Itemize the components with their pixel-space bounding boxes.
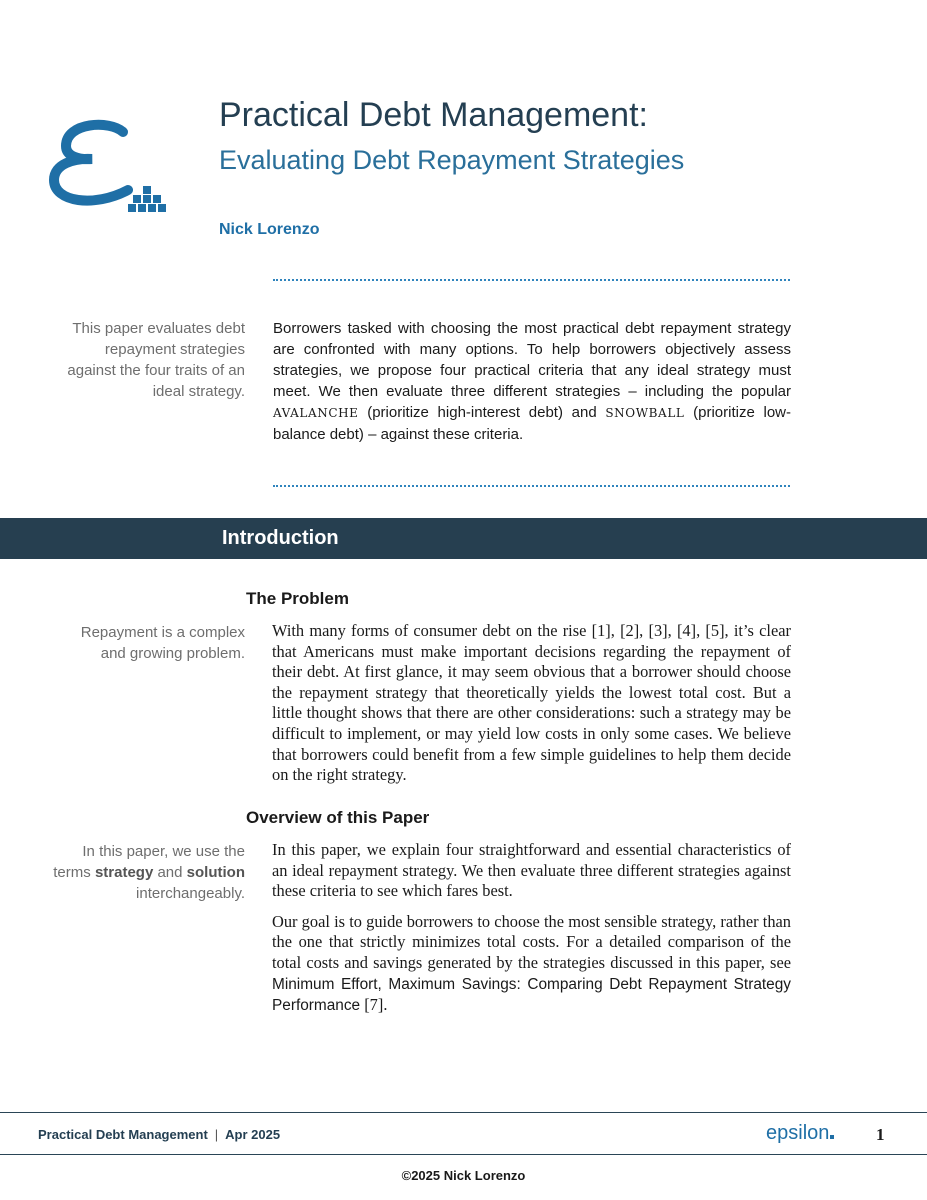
abstract-top-divider [273, 279, 790, 281]
footer-top-rule [0, 1112, 927, 1113]
margin-text: interchangeably. [136, 885, 245, 902]
margin-text: In this paper, we use the terms [53, 843, 245, 881]
abstract-text: (prioritize high-interest debt) and [358, 404, 606, 421]
footer-bottom-rule [0, 1154, 927, 1155]
footer-date: Apr 2025 [225, 1127, 281, 1142]
copyright: ©2025 Nick Lorenzo [401, 1168, 526, 1183]
running-title: Practical Debt Management [38, 1127, 208, 1142]
term-strategy: strategy [94, 864, 154, 881]
paragraph-text: [7]. [360, 995, 388, 1015]
avalanche-term: AVALANCHE [273, 406, 359, 420]
footer-brand-text: epsilon [766, 1122, 830, 1144]
snowball-term: SNOWBALL [605, 406, 685, 420]
section-title: Introduction [222, 527, 339, 549]
problem-body [272, 621, 791, 796]
margin-text: and [153, 864, 187, 881]
problem-heading: The Problem [246, 589, 349, 608]
footer-running-title [38, 1127, 280, 1142]
abstract-text: (prioritize low-balance debt) – against these criteria. [273, 404, 791, 443]
section-header-bar [0, 518, 927, 559]
epsilon-logo-icon [48, 118, 173, 218]
overview-paragraph-1: In this paper, we explain four straightforward and essential characteristics of an ideal repayment strategy. We then evaluate three different strategies against these criteria to see which fares best. [272, 840, 791, 901]
paper-subtitle: Evaluating Debt Repayment Strategies [219, 145, 685, 175]
author-name: Nick Lorenzo [219, 221, 320, 238]
overview-heading: Overview of this Paper [246, 808, 430, 827]
footer-brand-logo [766, 1122, 834, 1145]
overview-paragraph-2 [272, 912, 791, 1017]
paper-title: Practical Debt Management: [219, 96, 648, 134]
term-solution: solution [186, 864, 245, 881]
abstract-margin-note: This paper evaluates debt repayment strategies against the four traits of an ideal strategy. [67, 320, 245, 400]
referenced-paper-title: Minimum Effort, Maximum Savings: Comparing Debt Repayment Strategy Performance [272, 975, 791, 1015]
problem-margin-note: Repayment is a complex and growing problem. [80, 624, 245, 662]
abstract-text: Borrowers tasked with choosing the most practical debt repayment strategy are confronted with many options. To help borrowers objectively assess strategies, we propose four practical criteria that any ideal strategy must meet. We then evaluate three different strategies – including the popular [273, 320, 791, 400]
overview-margin-note [53, 841, 245, 904]
page-number: 1 [876, 1125, 885, 1144]
epsilon-logo [48, 118, 173, 218]
problem-paragraph: With many forms of consumer debt on the rise [1], [2], [3], [4], [5], it’s clear that Americans must make important decisions regarding the repayment of their debt. At first glance, it may seem obvious that a borrower should choose the repayment strategy that theoretically yields the lowest total cost. But a little thought shows that there are other considerations: such a strategy may be difficult to implement, or may yield low costs in only some cases. We believe that borrowers could benefit from a few simple guidelines to help them decide on the right strategy. [272, 621, 791, 785]
abstract-bottom-divider [273, 485, 790, 487]
paragraph-text: Our goal is to guide borrowers to choose the most sensible strategy, rather than the one that strictly minimizes total costs. For a detailed comparison of the total costs and savings generated by the strategies discussed in this paper, see [272, 911, 791, 972]
footer-separator: | [214, 1127, 219, 1142]
overview-body [272, 840, 791, 1027]
abstract [273, 318, 791, 445]
brand-square-icon [830, 1135, 834, 1139]
